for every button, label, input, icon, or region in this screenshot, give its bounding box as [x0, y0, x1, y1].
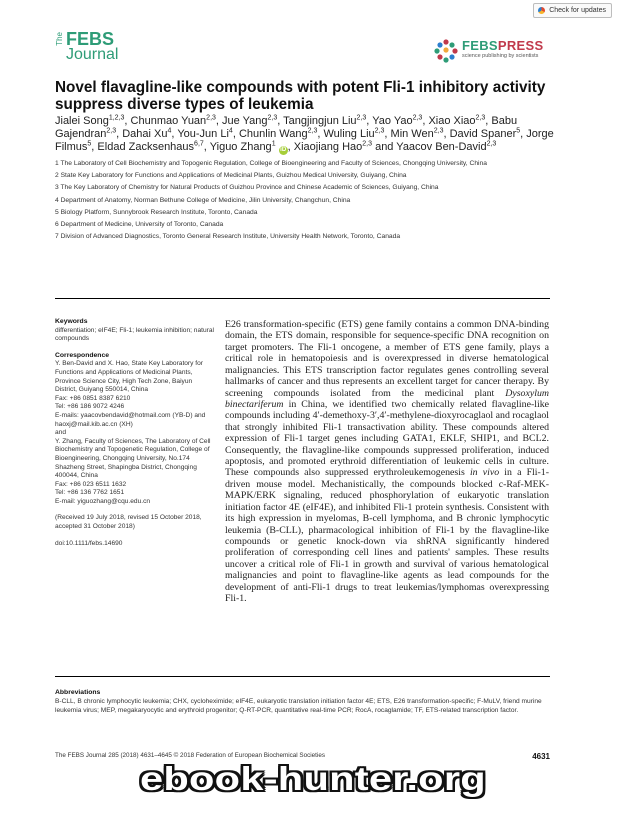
author-affiliation-marker: 2,3 — [106, 127, 117, 135]
orcid-icon[interactable]: iD — [280, 147, 287, 154]
abstract-text: E26 transformation-specific (ETS) gene family contains a common DNA-binding domain, the ETS domain, responsible for sequence-specific DNA recognition on target promoters. The Fli-1 oncogene, a member of ETS gene family, plays a critical role in hematopoiesis and is overexpressed in diverse hematological malignancies. This ETS transcription factor regulates genes controlling several hallmarks of cancer and thus represents an excellent target for cancer therapy. By screening compounds isolated from the medicinal plant Dysoxylum binectariferum in China, we identified two chemically related flavagline-like compounds including 4′-demethoxy-3′,4′-methylene-dioxyrocaglaol and rocaglaol that strongly inhibited Fli-1 transactivation ability. These compounds altered expression of Fli-1 target genes including GATA1, EKLF, SHIP1, and BCL2. Consequently, the flavagline-like compounds suppressed proliferation, induced apoptosis, and promoted erythroid differentiation of leukemic cells in culture. These compounds also suppressed erythroleukemogenesis in vivo in a Fli-1-driven mouse model. Mechanistically, the compounds blocked c-Raf-MEK-MAPK/ERK signaling, reduced phosphorylation of eukaryotic translation initiation factor 4E (eIF4E), and inhibited Fli-1 protein synthesis. Consistent with its high expression in myelomas, B-cell lymphoma, and B chronic lymphocytic leukemia (B-CLL), pharmacological inhibition of Fli-1 by the flavagline-like compounds or genetic knock-down via shRNA significantly hindered proliferation of corresponding cell lines and patients' samples. These results uncover a critical role of Fli-1 in growth and survival of various hematological malignancies and point to flavagline-like agents as lead compounds for the development of anti-Fli-1 drugs to treat leukemias/lymphomas overexpressing Fli-1. — [225, 319, 549, 605]
correspondence-line: and — [55, 429, 67, 437]
author-list: Jialei Song$^{1,2,3}$, Chunmao Yuan$^{2,3}$, Jue Yang$^{2,3}$, Tangjingjun Liu$^{2,3}$, Yao Yao$^{2,3}$, Xiao Xiao$^{2,3}$, Babu Gajendran$^{2,3}$, Dahai Xu$^4$, You-Jun Li$^4$, Chunlin Wang$^{2,3}$, Wuling Liu$^{2,3}$, Min Wen$^{2,3}$, David Spaner$^5$, Jorge Filmus$^5$, Eldad Zacksenhaus$^{6,7}$, Yiguo Zhang$^1$ iD , Xiaojiang Hao$^{2,3}$ and Yaacov Ben-David$^{2,3}$ — [55, 114, 554, 154]
keywords-heading: Keywords — [55, 318, 88, 325]
author-affiliation-marker: 2,3 — [433, 127, 444, 135]
author-name: Xiaojiang Hao — [293, 141, 363, 154]
author-affiliation-marker: 2,3 — [362, 140, 373, 148]
author-affiliation-marker: 2,3 — [356, 114, 367, 122]
abbreviations-heading: Abbreviations — [55, 689, 101, 696]
abbreviations-text: B-CLL, B chronic lymphocytic leukemia; CHX, cycloheximide; eIF4E, eukaryotic translation initiation factor 4E; ETS, E26 transformation-specific; F-MuLV, friend murine leukemia virus; MEP, megakaryocytic and erythroid progenitor; Q-RT-PCR, quantitative real-time PCR; RocA, rocaglamide; TF, ETS-related transcription factor. — [55, 698, 542, 714]
page-footer — [55, 752, 550, 759]
author-affiliation-marker: 1,2,3 — [108, 114, 125, 122]
doi-link[interactable]: doi:10.1111/febs.14690 — [55, 539, 123, 547]
author-affiliation-marker: 2,3 — [307, 127, 318, 135]
author-name: Babu Gajendran — [55, 115, 518, 141]
watermark-text: ebook-hunter.org — [140, 760, 486, 797]
correspondence-line: Tel: +86 136 7762 1651 — [55, 489, 125, 497]
author-name: Min Wen — [390, 128, 434, 141]
author-affiliation-marker: 5 — [516, 127, 521, 135]
author-name: Jue Yang — [222, 115, 268, 127]
author-name: Chunmao Yuan — [130, 115, 207, 127]
correspondence-line: Y. Zhang, Faculty of Sciences, The Laboratory of Cell Biochemistry and Topogenetic Regulation, College of Bioengineering, Chongqing University, No.174 Shazheng Street, Shapingba District, Chongqing 400044, China — [55, 437, 211, 480]
check-for-updates-button[interactable] — [533, 3, 612, 18]
abbreviations — [55, 688, 550, 715]
author-name: Yao Yao — [372, 115, 413, 127]
author-affiliation-marker: 2,3 — [412, 114, 423, 122]
affiliation-item: 4 Department of Anatomy, Norman Bethune College of Medicine, Jilin University, Changchun, China — [55, 196, 351, 204]
affiliation-item: 7 Division of Advanced Diagnostics, Toronto General Research Institute, University Health Network, Toronto, Canada — [55, 233, 401, 241]
page-number: 4631 — [532, 752, 550, 761]
correspondence-line: Fax: +86 023 6511 1632 — [55, 480, 127, 488]
author-affiliation-marker: 4 — [167, 127, 172, 135]
febs-press-icon — [432, 38, 460, 64]
author-name: Jialei Song — [55, 115, 109, 127]
author-name: You-Jun Li — [177, 128, 229, 141]
author-affiliation-marker: 2,3 — [206, 114, 216, 122]
watermark-logo — [140, 760, 486, 798]
author-affiliation-marker: 2,3 — [374, 127, 385, 135]
received-dates: (Received 19 July 2018, revised 15 October 2018, accepted 31 October 2018) — [55, 514, 202, 531]
author-name: Yaacov Ben-David — [396, 141, 487, 154]
author-name: David Spaner — [449, 128, 517, 141]
correspondence-line: Y. Ben-David and X. Hao, State Key Laboratory for Functions and Applications of Medicinal Plants, Province Science City, High Tech Zone, Baiyun District, Guiyang 550014, China — [55, 360, 203, 394]
author-name: Tangjingjun Liu — [283, 115, 357, 127]
correspondence-email[interactable]: E-mails: yaacovbendavid@hotmail.com (YB-D) and haoxj@mail.kib.ac.cn (XH) — [55, 411, 206, 428]
affiliations — [55, 159, 560, 244]
affiliation-item: 3 The Key Laboratory of Chemistry for Natural Products of Guizhou Province and Chinese Academic of Sciences, Guiyang, China — [55, 184, 439, 192]
correspondence-email[interactable]: E-mail: yiguozhang@cqu.edu.cn — [55, 497, 151, 505]
affiliation-item: 5 Biology Platform, Sunnybrook Research Institute, Toronto, Canada — [55, 208, 258, 216]
affiliation-item: 1 The Laboratory of Cell Biochemistry and Topogenic Regulation, College of Bioengineering and Faculty of Sciences, Chongqing University, China — [55, 160, 487, 167]
affiliation-item: 2 State Key Laboratory for Functions and Applications of Medicinal Plants, Guizhou Medical University, Guiyang, China — [55, 172, 407, 180]
author-affiliation-marker: 2,3 — [486, 140, 497, 148]
article-title: Novel flavagline-like compounds with potent Fli-1 inhibitory activity suppress diverse types of leukemia — [55, 79, 546, 113]
author-name: Jorge Filmus — [55, 128, 554, 154]
author-name: Dahai Xu — [122, 128, 168, 141]
author-affiliation-marker: 2,3 — [475, 114, 486, 122]
author-affiliation-marker: 5 — [87, 140, 92, 148]
author-name: Xiao Xiao — [428, 115, 476, 127]
febs-press-logo: FEBSPRESS science publishing by scientists — [432, 38, 582, 66]
correspondence-heading: Correspondence — [55, 351, 110, 359]
correspondence-line: Tel: +86 186 9072 4246 — [55, 403, 125, 411]
author-name: Eldad Zacksenhaus — [97, 141, 195, 154]
author-affiliation-marker: 2,3 — [267, 114, 278, 122]
author-affiliation-marker: 1 — [271, 140, 276, 148]
author-name: Yiguo Zhang — [209, 141, 272, 154]
divider — [55, 298, 550, 299]
author-affiliation-marker: 6,7 — [194, 140, 204, 148]
check-for-updates-label: Check for updates — [549, 7, 606, 14]
author-affiliation-marker: 4 — [228, 127, 233, 135]
divider — [55, 676, 550, 677]
author-name: Wuling Liu — [323, 128, 375, 141]
author-conjunction: and — [372, 141, 397, 154]
footer-citation: The FEBS Journal 285 (2018) 4631–4645 © 2018 Federation of European Biochemical Societies — [55, 752, 325, 759]
affiliation-item: 6 Department of Medicine, University of Toronto, Canada — [55, 220, 224, 228]
keywords-text: differentiation; eIF4E; Fli-1; leukemia inhibition; natural compounds — [55, 326, 214, 343]
crossmark-icon — [538, 7, 545, 14]
sidebar-metadata — [55, 318, 215, 554]
author-name: Chunlin Wang — [238, 128, 308, 141]
correspondence-line: Fax: +86 0851 8387 6210 — [55, 394, 131, 402]
